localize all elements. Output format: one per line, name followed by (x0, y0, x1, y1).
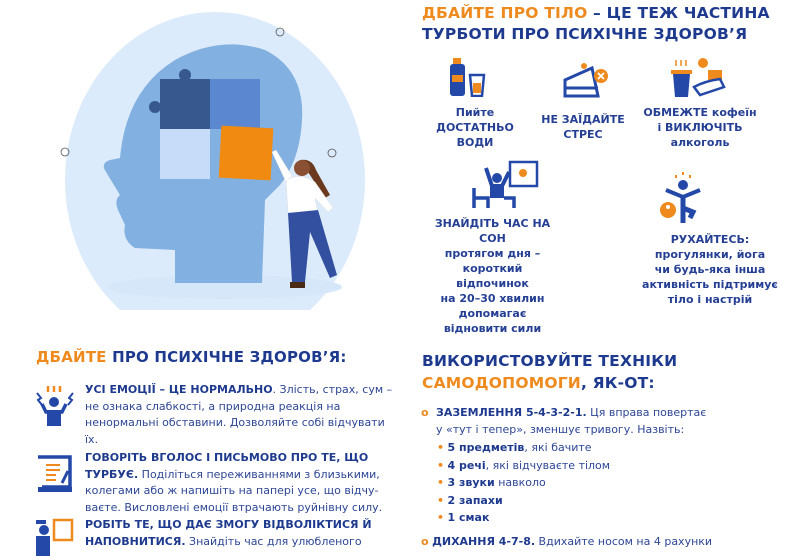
tip-stress-eating (528, 112, 638, 142)
water-bottle-glass-icon (450, 55, 500, 97)
technique-title: ДИХАННЯ 4-7-8. (432, 535, 536, 548)
title-line2: ТУРБОТИ ПРО ПСИХІЧНЕ ЗДОРОВ’Я (422, 25, 748, 43)
painter-easel-icon (34, 518, 76, 560)
technique-text: Вдихайте носом на 4 рахунки (535, 535, 713, 548)
sense-count: 5 предметів (447, 441, 525, 454)
tip-line: і ВИКЛЮЧІТЬ (657, 121, 743, 134)
puzzle-piece-dark (160, 79, 210, 129)
sense-count: 2 запахи (447, 493, 503, 507)
sense-count: 4 речі (447, 458, 486, 472)
item-bold: УСІ ЕМОЦІЇ – ЦЕ НОРМАЛЬНО (85, 383, 273, 396)
bullet-icon: • (437, 458, 445, 472)
bullet-icon: • (437, 493, 445, 507)
item-text: Поділіться переживаннями з близькими, колегами або ж напишіть на папері усе, що відчуваєте. Висловлені емоції втрачають руйнівну силу. (85, 467, 383, 514)
tip-line: чи будь-яка інша (654, 263, 766, 276)
emotions-person-icon (34, 384, 76, 426)
puzzle-piece-light (160, 129, 210, 179)
mental-health-title (36, 348, 347, 366)
sense-text: , які відчуваєте тілом (485, 458, 611, 472)
sense-text: , які бачите (524, 441, 592, 454)
sense-item (437, 439, 610, 457)
self-help-title (422, 350, 677, 394)
tip-caffeine-alcohol (640, 105, 760, 150)
title-highlight: ДБАЙТЕ (36, 348, 107, 366)
item-text: . Злість, страх, сум – не ознака слабкості, а природна реакція на ненормальні обставини. Дозволяйте собі відчувати їх. (85, 383, 393, 446)
puzzle-piece-mid (210, 79, 260, 129)
bullet-icon: o (421, 535, 429, 548)
mental-item-talk (85, 450, 395, 516)
tip-heading: ЗНАЙДІТЬ ЧАС НА СОН (434, 217, 551, 245)
bullet-icon: o (421, 406, 429, 419)
tip-line: алкоголь (670, 136, 730, 149)
sense-item (437, 457, 610, 475)
bullet-icon: • (437, 476, 445, 490)
body-care-title (422, 3, 770, 45)
sense-count: 3 звуки (447, 476, 495, 490)
item-bold: РОБІТЬ ТЕ, ЩО ДАЄ ЗМОГУ ВІДВОЛІКТИСЯ Й НАПОВНИТИСЯ. (85, 518, 372, 548)
tip-line: СТРЕС (563, 128, 603, 141)
breathing-technique (421, 533, 712, 550)
tip-line: на 20–30 хвилин (440, 292, 545, 305)
senses-list (437, 439, 610, 527)
item-text: Знайдіть час для улюбленого (185, 534, 362, 548)
head-puzzle-illustration (0, 0, 400, 310)
tip-line: протягом дня – (444, 247, 541, 260)
rest-person-icon (472, 160, 542, 210)
sense-count: 1 смак (447, 511, 490, 525)
tip-line: тіло і настрій (667, 293, 753, 306)
sense-item (437, 492, 610, 510)
mental-item-distract (85, 517, 395, 550)
bullet-icon: • (437, 441, 445, 454)
tip-line: НЕ ЗАЇДАЙТЕ (541, 113, 625, 126)
tip-line: ОБМЕЖТЕ кофеїн (643, 106, 757, 119)
tip-line: відновити сили (443, 322, 542, 335)
mental-item-emotions (85, 382, 395, 448)
tip-line: прогулянки, йога (654, 248, 766, 261)
title-rest: – ЦЕ ТЕЖ ЧАСТИНА (587, 4, 770, 22)
sense-text: навколо (494, 476, 546, 490)
tip-line: ВОДИ (456, 136, 494, 149)
yoga-person-icon (658, 170, 708, 225)
sense-item (437, 509, 610, 527)
tip-line: допомагає (458, 307, 527, 320)
tip-line: ДОСТАТНЬО (436, 121, 514, 134)
grounding-technique (421, 404, 707, 436)
tip-heading: РУХАЙТЕСЬ: (670, 233, 750, 246)
bullet-icon: • (437, 511, 445, 525)
tip-line: активність підтримує (642, 278, 778, 291)
tip-line: Пийте (455, 106, 495, 119)
title-rest: , ЯК-ОТ: (580, 374, 655, 392)
scroll-quill-icon (34, 453, 76, 495)
technique-title: ЗАЗЕМЛЕННЯ 5-4-3-2-1. (436, 406, 587, 419)
title-line1: ВИКОРИСТОВУЙТЕ ТЕХНІКИ (422, 352, 678, 370)
tip-line: короткий відпочинок (456, 262, 529, 290)
item-bold: ГОВОРІТЬ ВГОЛОС І ПИСЬМОВО ПРО ТЕ, ЩО ТУРБУЄ. (85, 451, 369, 481)
technique-text: у «тут і тепер», зменшує тривогу. Назвіть: (436, 423, 685, 436)
technique-text: Ця вправа повертає (586, 406, 707, 419)
sense-item (437, 474, 610, 492)
cake-no-icon (562, 58, 612, 100)
coffee-no-alcohol-icon (670, 57, 730, 99)
title-highlight: ДБАЙТЕ ПРО ТІЛО (422, 4, 588, 22)
puzzle-piece-orange (219, 126, 274, 181)
title-highlight: САМОДОПОМОГИ (422, 374, 581, 392)
tip-move (640, 232, 780, 307)
title-rest: ПРО ПСИХІЧНЕ ЗДОРОВ’Я: (106, 348, 347, 366)
tip-water (420, 105, 530, 150)
tip-sleep (425, 216, 560, 336)
